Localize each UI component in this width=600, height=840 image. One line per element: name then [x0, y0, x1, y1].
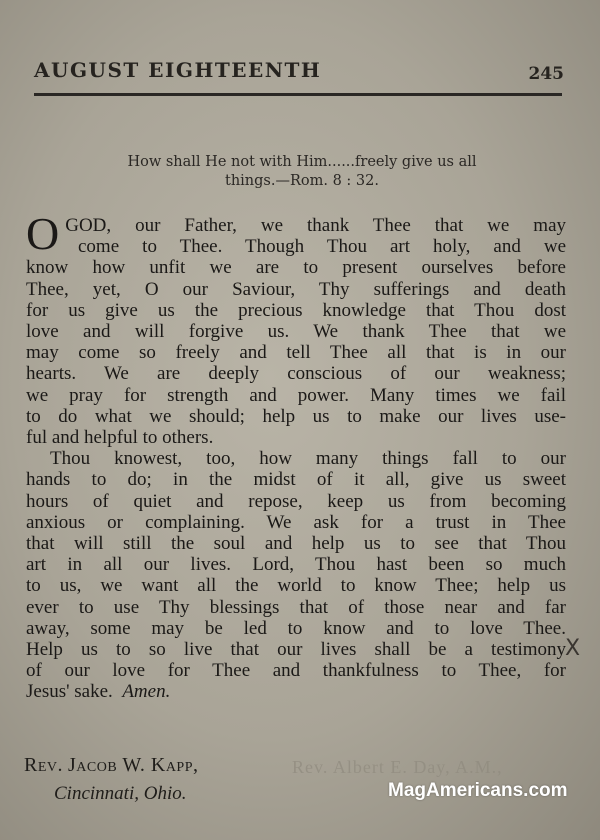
prayer-line: love and will forgive us. We thank Thee that we — [26, 321, 566, 343]
watermark: MagAmericans.com — [388, 780, 568, 801]
drop-cap: O — [26, 208, 60, 259]
prayer-line: to do what we should; help us to make our lives use- — [26, 405, 566, 427]
prayer-final-line — [26, 681, 566, 702]
author-prefix: Rev. — [24, 754, 64, 776]
prayer-line: hours of quiet and repose, keep us from becoming — [26, 490, 566, 512]
prayer-line: ful and helpful to others. — [26, 427, 214, 449]
prayer-line: away, some may be led to know and to love Thee. — [26, 617, 566, 639]
prayer-line: that will still the soul and help us to see that Thou — [26, 533, 566, 555]
handwritten-margin-mark: X — [565, 636, 581, 661]
epigraph-line: How shall He not with Him......freely give us all — [127, 154, 477, 170]
prayer-text — [26, 208, 566, 703]
header-rule — [34, 93, 562, 96]
author-name — [24, 754, 199, 777]
prayer-line: Thou knowest, too, how many things fall to our — [50, 448, 566, 470]
prayer-line: hearts. We are deeply conscious of our weakness; — [26, 363, 566, 385]
page-heading: AUGUST EIGHTEENTH — [34, 58, 322, 82]
prayer-line: hands to do; in the midst of it all, give us sweet — [26, 469, 566, 491]
prayer-line: come to Thee. Though Thou art holy, and we — [78, 236, 566, 258]
prayer-line: art in all our lives. Lord, Thou hast been so much — [26, 554, 566, 576]
prayer-line: to us, we want all the world to know Thee; help us — [26, 575, 566, 597]
prayer-line: ever to use Thy blessings that of those near and far — [26, 596, 566, 618]
prayer-line: anxious or complaining. We ask for a trust in Thee — [26, 511, 566, 533]
amen: Amen. — [122, 681, 171, 703]
author-full-name: Jacob W. Kapp, — [68, 754, 199, 776]
prayer-line: Thee, yet, O our Saviour, Thy sufferings and death — [26, 278, 566, 300]
author-city: Cincinnati, Ohio. — [54, 783, 187, 804]
page-number: 245 — [528, 64, 564, 84]
bleed-through-text: Rev. Albert E. Day, A.M., — [292, 757, 503, 777]
prayer-line: for us give us the precious knowledge that Thou dost — [26, 299, 566, 321]
scripture-epigraph — [44, 153, 560, 191]
prayer-line: know how unfit we are to present ourselves before — [26, 257, 566, 279]
prayer-line: may come so freely and tell Thee all that is in our — [26, 342, 566, 364]
epigraph-reference: things.—Rom. 8 : 32. — [225, 173, 379, 189]
prayer-line: we pray for strength and power. Many times we fail — [26, 384, 566, 406]
prayer-line: GOD, our Father, we thank Thee that we may — [65, 215, 566, 236]
prayer-line: of our love for Thee and thankfulness to Thee, for — [26, 660, 566, 682]
prayer-line: Jesus' sake. — [26, 681, 113, 703]
prayer-line: Help us to so live that our lives shall be a testimony — [26, 639, 566, 661]
